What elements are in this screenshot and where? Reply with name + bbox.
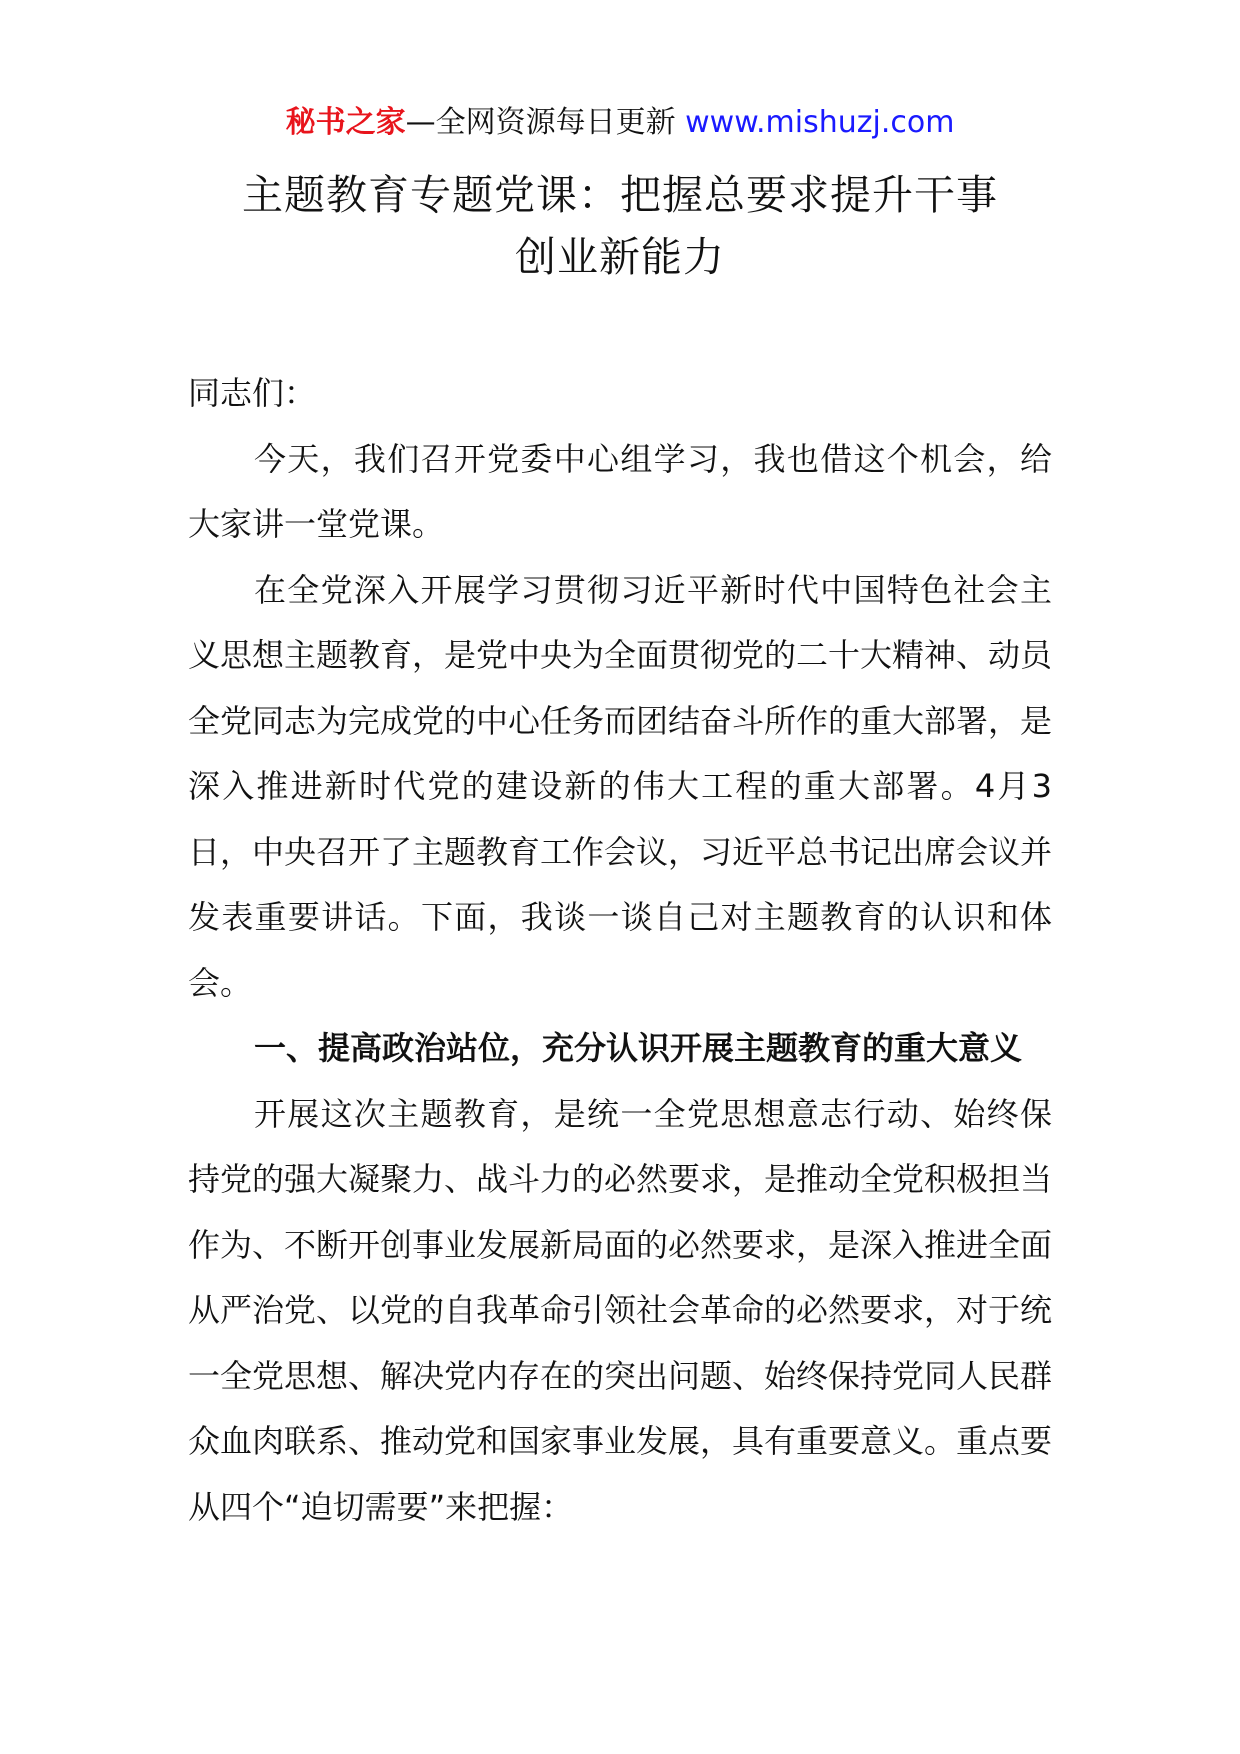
document-title-line-1: 主题教育专题党课：把握总要求提升干事 [242,171,998,219]
document-body [188,361,1052,1540]
site-slogan: —全网资源每日更新 [405,105,686,140]
document-title-line-2: 创业新能力 [515,233,725,281]
site-url-link[interactable]: www.mishuzj.com [685,105,955,140]
salutation: 同志们： [188,374,317,412]
site-brand: 秘书之家 [285,105,406,140]
body-paragraph: 今天，我们召开党委中心组学习，我也借这个机会，给大家讲一堂党课。 [188,439,1052,543]
section-paragraph: 开展这次主题教育，是统一全党思想意志行动、始终保持党的强大凝聚力、战斗力的必然要求，是推动全党积极担当作为、不断开创事业发展新局面的必然要求，是深入推进全面从严治党、以党的自我革命引领社会革命的必然要求，对于统一全党思想、解决党内存在的突出问题、始终保持党同人民群众血肉联系、推动党和国家事业发展，具有重要意义。重点要从四个“迫切需要”来把握： [188,1094,1053,1526]
body-paragraph: 在全党深入开展学习贯彻习近平新时代中国特色社会主义思想主题教育，是党中央为全面贯彻党的二十大精神、动员全党同志为完成党的中心任务而团结奋斗所作的重大部署，是深入推进新时代党的建设新的伟大工程的重大部署。4月3日，中央召开了主题教育工作会议，习近平总书记出席会议并发表重要讲话。下面，我谈一谈自己对主题教育的认识和体会。 [188,570,1053,1002]
site-header [0,103,1240,143]
section-heading: 一、提高政治站位，充分认识开展主题教育的重大意义 [254,1029,1023,1067]
